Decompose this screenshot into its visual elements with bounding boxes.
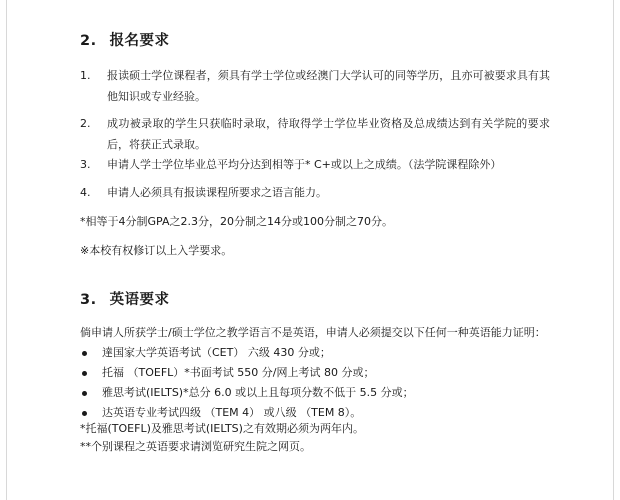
requirement-item-1: [80, 65, 550, 107]
reserve-right-note: ※本校有权修订以上入学要求。: [80, 244, 233, 257]
bullet-icon: [82, 391, 87, 396]
english-intro: 倘申请人所获学士/硕士学位之教学语言不是英语，申请人必须提交以下任何一种英语能力证明：: [80, 326, 546, 339]
gpa-footnote: *相等于4分制GPA之2.3分，20分制之14分或100分制之70分。: [80, 215, 393, 228]
program-note: **个别课程之英语要求请浏览研究生院之网页。: [80, 440, 311, 453]
bullet-icon: [82, 371, 87, 376]
section-3-title: 英语要求: [109, 292, 170, 308]
bullet-icon: [82, 351, 87, 356]
page-border-right: [613, 0, 614, 500]
requirement-number: 3.: [80, 158, 91, 171]
requirement-text: 申请人学士学位毕业总平均分达到相等于* C+或以上之成绩。（法学院课程除外）: [107, 158, 502, 171]
requirement-number: 2.: [80, 117, 91, 130]
requirement-text: 申请人必须具有报读课程所要求之语言能力。: [107, 186, 327, 199]
requirement-text: 报读硕士学位课程者，须具有学士学位或经澳门大学认可的同等学历，且亦可被要求具有其他知识或专业经验。: [107, 69, 550, 103]
section-3-number: 3.: [80, 292, 97, 308]
english-option-text: 達国家大学英语考试（CET） 六级 430 分或；: [102, 346, 331, 359]
requirement-item-4: [80, 182, 550, 203]
english-option-text: 达英语专业考试四级 （TEM 4） 或八级 （TEM 8）。: [102, 406, 362, 419]
english-option-ielts: [80, 383, 414, 403]
section-2-heading: [80, 29, 170, 50]
english-option-toefl: [80, 363, 374, 383]
english-option-cet: [80, 343, 331, 363]
requirement-text: 成功被录取的学生只获临时录取，待取得学士学位毕业资格及总成绩达到有关学院的要求后，将获正式录取。: [107, 117, 550, 151]
section-2-number: 2.: [80, 33, 97, 49]
requirement-item-2: [80, 113, 550, 155]
bullet-icon: [82, 411, 87, 416]
validity-note: *托福(TOEFL)及雅思考试(IELTS)之有效期必须为两年内。: [80, 422, 364, 435]
requirement-item-3: [80, 154, 550, 175]
english-option-text: 托福 （TOEFL）*书面考试 550 分/网上考试 80 分或；: [102, 366, 375, 379]
section-3-heading: [80, 288, 170, 309]
english-option-text: 雅思考试(IELTS)*总分 6.0 或以上且每项分数不低于 5.5 分或；: [102, 386, 414, 399]
requirement-number: 4.: [80, 186, 91, 199]
page-border-left: [6, 0, 7, 500]
section-2-title: 报名要求: [109, 33, 170, 49]
requirement-number: 1.: [80, 69, 91, 82]
